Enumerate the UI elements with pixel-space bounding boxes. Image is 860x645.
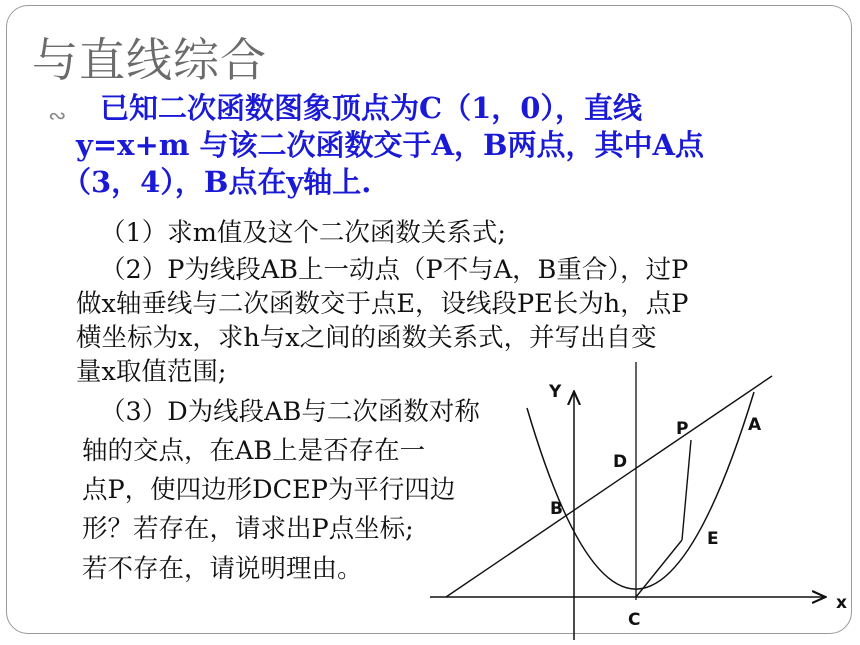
y-axis-label: Y: [549, 382, 562, 402]
problem-line-2: y=x+m 与该二次函数交于A，B两点，其中A点: [76, 128, 705, 162]
line-ab: [446, 376, 772, 597]
bullet-glyph-icon: ∾: [48, 104, 67, 129]
point-label-b: B: [550, 499, 563, 519]
question-3-line-4: 形？若存在，请求出P点坐标;: [82, 514, 414, 544]
question-2-line-4: 量x取值范围;: [76, 357, 227, 387]
question-3-line-2: 轴的交点，在AB上是否存在一: [82, 436, 426, 466]
segment-ce: [636, 540, 682, 597]
question-3-line-5: 若不存在，请说明理由。: [82, 554, 363, 584]
slide-title: 与直线综合: [32, 33, 267, 87]
point-label-d: D: [613, 452, 628, 472]
question-2-line-2: 做x轴垂线与二次函数交于点E，设线段PE长为h，点P: [76, 289, 689, 319]
x-axis-label: x: [836, 593, 847, 613]
question-3-line-1: （3）D为线段AB与二次函数对称: [100, 397, 480, 427]
segment-pe: [682, 440, 691, 540]
question-1: （1）求m值及这个二次函数关系式;: [100, 218, 506, 248]
question-3-line-3: 点P，使四边形DCEP为平行四边: [82, 475, 456, 505]
question-2-line-1: （2）P为线段AB上一动点（P不与A，B重合），过P: [100, 255, 689, 285]
problem-line-3: （3，4），B点在y轴上.: [62, 165, 372, 199]
point-label-p: P: [676, 419, 689, 439]
problem-line-1: 已知二次函数图象顶点为C（1，0），直线: [100, 91, 642, 125]
point-label-a: A: [748, 415, 762, 435]
point-label-c: C: [628, 610, 641, 630]
parabola: [527, 392, 754, 589]
point-label-e: E: [707, 529, 719, 549]
question-2-line-3: 横坐标为x，求h与x之间的函数关系式，并写出自变: [76, 323, 657, 353]
